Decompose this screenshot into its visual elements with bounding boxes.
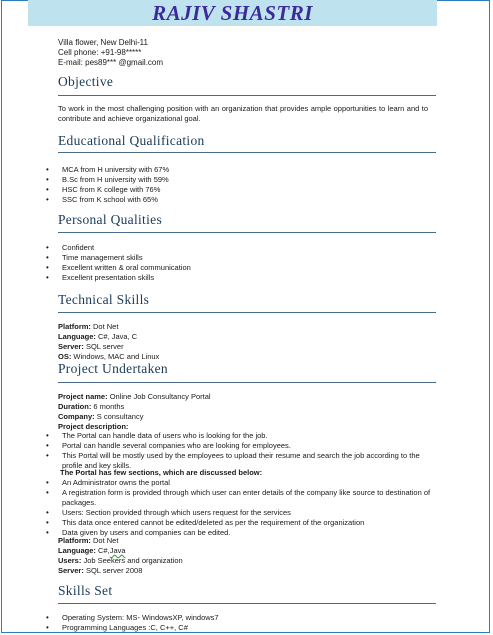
address: Villa flower, New Delhi-11	[58, 38, 148, 47]
server-label: Server:	[58, 566, 84, 575]
phone: Cell phone: +91-98*****	[58, 48, 142, 57]
list-item: • Confident	[46, 243, 191, 253]
project-desc-label: Project description:	[58, 422, 129, 431]
list-item: • Time management skills	[46, 253, 191, 263]
list-item: • MCA from H university with 67%	[46, 165, 169, 175]
list-item: • Users: Section provided through which users request for the services	[46, 508, 436, 518]
duration-value: 6 months	[91, 402, 125, 411]
list-item: • Excellent written & oral communication	[46, 263, 191, 273]
objective-text: To work in the most challenging position with an organization that provides ample opportunities to learn and to contribute and achieve organizational goal.	[58, 104, 428, 123]
language-label: Language:	[58, 546, 96, 555]
project-tech	[58, 536, 438, 576]
tech-value: SQL server	[83, 342, 124, 351]
users-label: Users:	[58, 556, 82, 565]
personal-list	[46, 243, 191, 283]
tech-row-server	[58, 342, 438, 352]
list-item: • Data given by users and companies can be edited.	[46, 528, 436, 538]
tech-value: Dot Net	[90, 322, 119, 331]
tech-label: OS:	[58, 352, 72, 361]
list-item: • This data once entered cannot be edited/deleted as per the requirement of the organization	[46, 518, 436, 528]
platform-label: Platform:	[58, 536, 91, 545]
objective-heading: Objective	[58, 74, 114, 89]
technical-heading: Technical Skills	[58, 292, 150, 307]
tech-value: C#, Java, C	[95, 332, 138, 341]
tech-value: Windows, MAC and Linux	[71, 352, 160, 361]
tech-label: Language:	[58, 332, 96, 341]
list-item: • An Administrator owns the portal	[46, 478, 436, 488]
project-name-value: Online Job Consultancy Portal	[107, 392, 211, 401]
users-value: Job Seekers and organization	[81, 556, 183, 565]
platform-value: Dot Net	[90, 536, 119, 545]
project-desc-list	[46, 431, 436, 471]
project-language	[58, 546, 438, 556]
technical-rule	[58, 312, 436, 313]
language-value: C#,	[95, 546, 110, 555]
tech-row-language	[58, 332, 438, 342]
tech-label: Platform:	[58, 322, 91, 331]
list-item: • HSC from K college with 76%	[46, 185, 169, 195]
skills-list	[46, 613, 219, 633]
skills-heading: Skills Set	[58, 583, 113, 598]
list-item: • A registration form is provided through which user can enter details of the company like source to destination of packages.	[46, 488, 436, 508]
portal-sections-list	[46, 478, 436, 538]
project-meta	[58, 392, 438, 432]
candidate-name: RAJIV SHASTRI	[152, 1, 313, 25]
list-item: • Programming Languages :C, C++, C#	[46, 623, 219, 633]
education-list	[46, 165, 169, 205]
project-rule	[58, 382, 436, 383]
project-name	[58, 392, 438, 402]
education-rule	[58, 152, 436, 153]
personal-heading: Personal Qualities	[58, 212, 163, 227]
list-item: • Operating System: MS- WindowsXP, windows7	[46, 613, 219, 623]
education-heading: Educational Qualification	[58, 133, 205, 148]
list-item: • This Portal will be mostly used by the employees to upload their resume and search the job according to the profile and key skills.	[46, 451, 436, 471]
technical-block	[58, 322, 438, 362]
project-server	[58, 566, 438, 576]
portal-sections-label: The Portal has few sections, which are discussed below:	[60, 468, 263, 477]
objective-rule	[58, 95, 436, 96]
name-banner	[28, 0, 437, 26]
tech-label: Server:	[58, 342, 84, 351]
list-item: • B.Sc from H university with 59%	[46, 175, 169, 185]
language-java: Java	[109, 546, 126, 555]
project-company	[58, 412, 438, 422]
email: E-mail: pes89*** @gmail.com	[58, 58, 164, 67]
skills-rule	[58, 603, 436, 604]
server-value: SQL server 2008	[83, 566, 143, 575]
duration-label: Duration:	[58, 402, 92, 411]
project-platform	[58, 536, 438, 546]
list-item: • SSC from K school with 65%	[46, 195, 169, 205]
contact-block	[58, 38, 163, 68]
tech-row-platform	[58, 322, 438, 332]
list-item: • Portal can handle several companies who are looking for employees.	[46, 441, 436, 451]
project-users	[58, 556, 438, 566]
list-item: • The Portal can handle data of users who is looking for the job.	[46, 431, 436, 441]
personal-rule	[58, 232, 436, 233]
project-heading: Project Undertaken	[58, 361, 168, 376]
list-item: • Excellent presentation skills	[46, 273, 191, 283]
project-duration	[58, 402, 438, 412]
company-value: S consultancy	[94, 412, 144, 421]
company-label: Company:	[58, 412, 95, 421]
project-name-label: Project name:	[58, 392, 108, 401]
